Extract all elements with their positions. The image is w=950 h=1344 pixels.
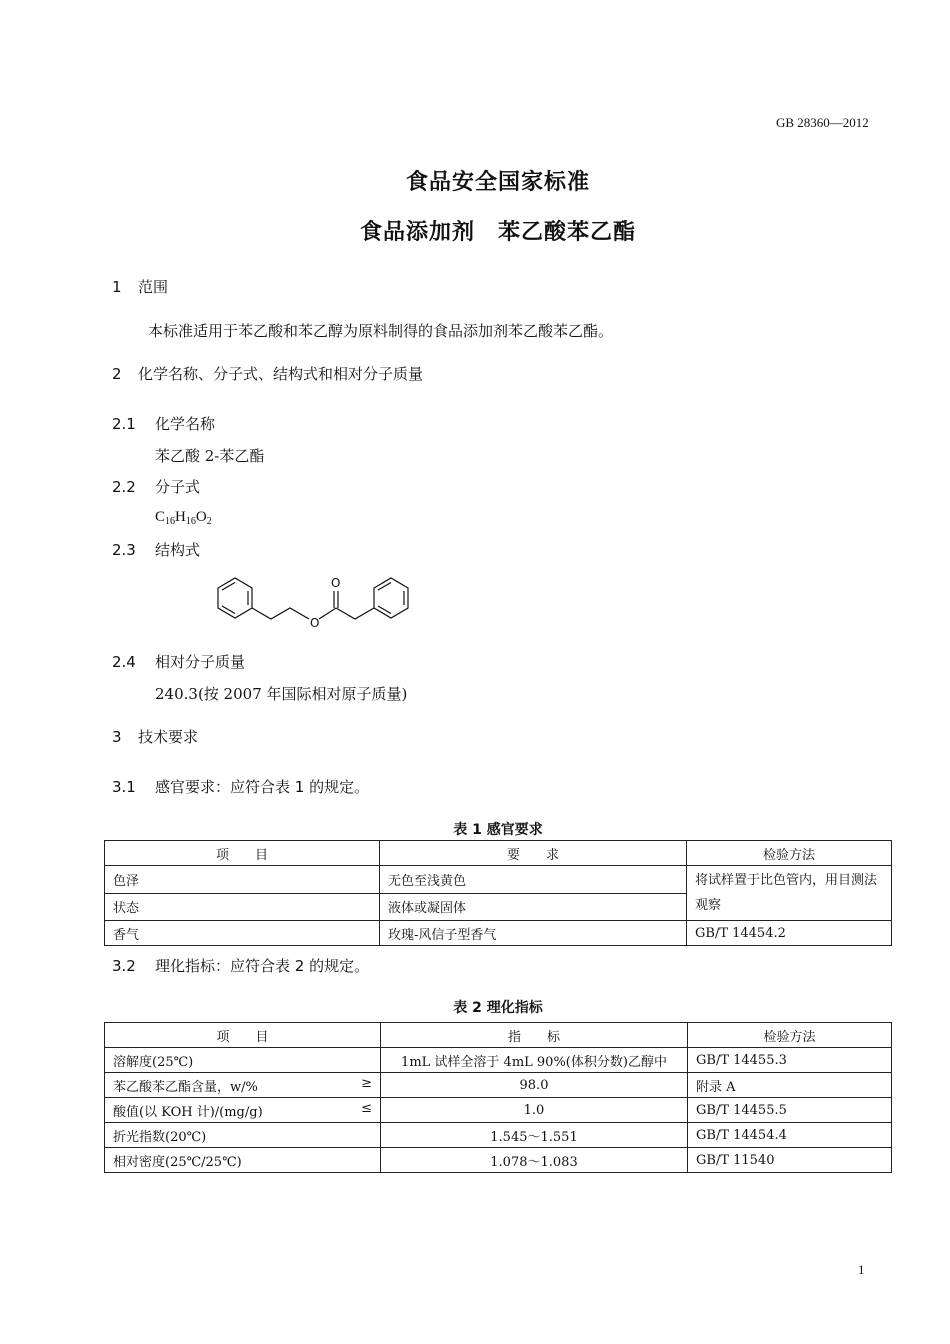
- section-title: 技术要求: [138, 728, 199, 746]
- table-header-cell: 要 求: [380, 841, 687, 866]
- table-cell: GB/T 14455.3: [688, 1048, 892, 1073]
- section-number: 2.1: [112, 415, 136, 433]
- table-cell: 玫瑰-风信子型香气: [380, 921, 687, 946]
- section-2-2-heading: [112, 476, 200, 497]
- section-2-1-heading: [112, 413, 215, 434]
- section-1-heading: [112, 276, 168, 297]
- table-header-cell: 检验方法: [688, 1023, 892, 1048]
- table-cell: 98.0: [381, 1073, 688, 1098]
- table-header-cell: 项 目: [105, 1023, 381, 1048]
- molecular-formula: $C_{16}H_{16}O_2$: [155, 509, 212, 527]
- doc-subtitle: 食品添加剂 苯乙酸苯乙酯: [359, 220, 636, 245]
- section-title: 相对分子质量: [155, 653, 246, 671]
- section-title: 结构式: [155, 541, 201, 559]
- table-cell: 附录 A: [688, 1073, 892, 1098]
- table-cell: 液体或凝固体: [380, 893, 687, 921]
- molecular-mass: 240.3(按 2007 年国际相对原子质量): [155, 685, 408, 703]
- section-number: 3.2: [112, 957, 136, 975]
- table-header-cell: 检验方法: [687, 841, 892, 866]
- benzene-ring-left: [218, 578, 252, 618]
- section-number: 1: [112, 278, 122, 296]
- section-1-text: 本标准适用于苯乙酸和苯乙醇为原料制得的食品添加剂苯乙酸苯乙酯。: [148, 322, 614, 340]
- table-header-cell: 指 标: [381, 1023, 688, 1048]
- doc-title: 食品安全国家标准: [405, 170, 590, 195]
- chemical-name: 苯乙酸 2-苯乙酯: [155, 447, 265, 465]
- table-cell: 苯乙酸苯乙酯含量，w/% ≥: [105, 1073, 381, 1098]
- table-cell: 状态: [105, 893, 380, 921]
- table-2-caption: 表 2 理化指标: [453, 1000, 543, 1016]
- section-title: 理化指标：应符合表 2 的规定。: [155, 957, 370, 975]
- table-row: [105, 1073, 892, 1098]
- table-cell: GB/T 14455.5: [688, 1098, 892, 1123]
- table-1-caption: 表 1 感官要求: [453, 822, 543, 838]
- section-3-1-heading: [112, 776, 369, 797]
- table-row: [105, 1148, 892, 1173]
- section-number: 3.1: [112, 778, 136, 796]
- table-cell: GB/T 14454.4: [688, 1123, 892, 1148]
- table-row: [105, 1098, 892, 1123]
- section-2-heading: [112, 363, 423, 384]
- table-cell: GB/T 14454.2: [687, 921, 892, 946]
- table-cell: 无色至浅黄色: [380, 866, 687, 894]
- section-title: 化学名称、分子式、结构式和相对分子质量: [138, 365, 424, 383]
- table-cell: 1.545～1.551: [381, 1123, 688, 1148]
- table-cell: GB/T 11540: [688, 1148, 892, 1173]
- section-number: 2.4: [112, 653, 136, 671]
- table-cell: 将试样置于比色管内，用目测法观察: [687, 866, 892, 921]
- section-2-3-heading: [112, 539, 200, 560]
- section-number: 2.3: [112, 541, 136, 559]
- table-cell: 色泽: [105, 866, 380, 894]
- table-cell: 香气: [105, 921, 380, 946]
- table-row: [105, 866, 892, 894]
- table-header-row: [105, 1023, 892, 1048]
- table-cell: 酸值(以 KOH 计)/(mg/g) ≤: [105, 1098, 381, 1123]
- table-header-row: [105, 841, 892, 866]
- table-header-cell: 项 目: [105, 841, 380, 866]
- table-row: [105, 1048, 892, 1073]
- section-3-heading: [112, 726, 198, 747]
- table-1: [104, 840, 892, 946]
- section-number: 2.2: [112, 478, 136, 496]
- table-cell: 1mL 试样全溶于 4mL 90%(体积分数)乙醇中: [381, 1048, 688, 1073]
- structural-formula: [210, 572, 425, 634]
- table-cell: 1.0: [381, 1098, 688, 1123]
- table-row: [105, 1123, 892, 1148]
- section-title: 感官要求：应符合表 1 的规定。: [155, 778, 370, 796]
- section-title: 范围: [138, 278, 169, 296]
- table-cell: 1.078～1.083: [381, 1148, 688, 1173]
- section-3-2-heading: [112, 955, 369, 976]
- table-cell: 相对密度(25℃/25℃): [105, 1148, 381, 1173]
- section-2-4-heading: [112, 651, 245, 672]
- section-title: 分子式: [155, 478, 201, 496]
- table-cell: 折光指数(20℃): [105, 1123, 381, 1148]
- section-title: 化学名称: [155, 415, 216, 433]
- page-number: 1: [858, 1262, 865, 1277]
- standard-number: GB 28360—2012: [776, 115, 869, 130]
- table-row: [105, 921, 892, 946]
- benzene-ring-right: [374, 578, 408, 618]
- section-number: 3: [112, 728, 122, 746]
- section-number: 2: [112, 365, 122, 383]
- table-cell: 溶解度(25℃): [105, 1048, 381, 1073]
- table-2: [104, 1022, 892, 1173]
- oxygen-atom-label: O: [310, 616, 320, 630]
- oxygen-atom-label: O: [331, 576, 341, 590]
